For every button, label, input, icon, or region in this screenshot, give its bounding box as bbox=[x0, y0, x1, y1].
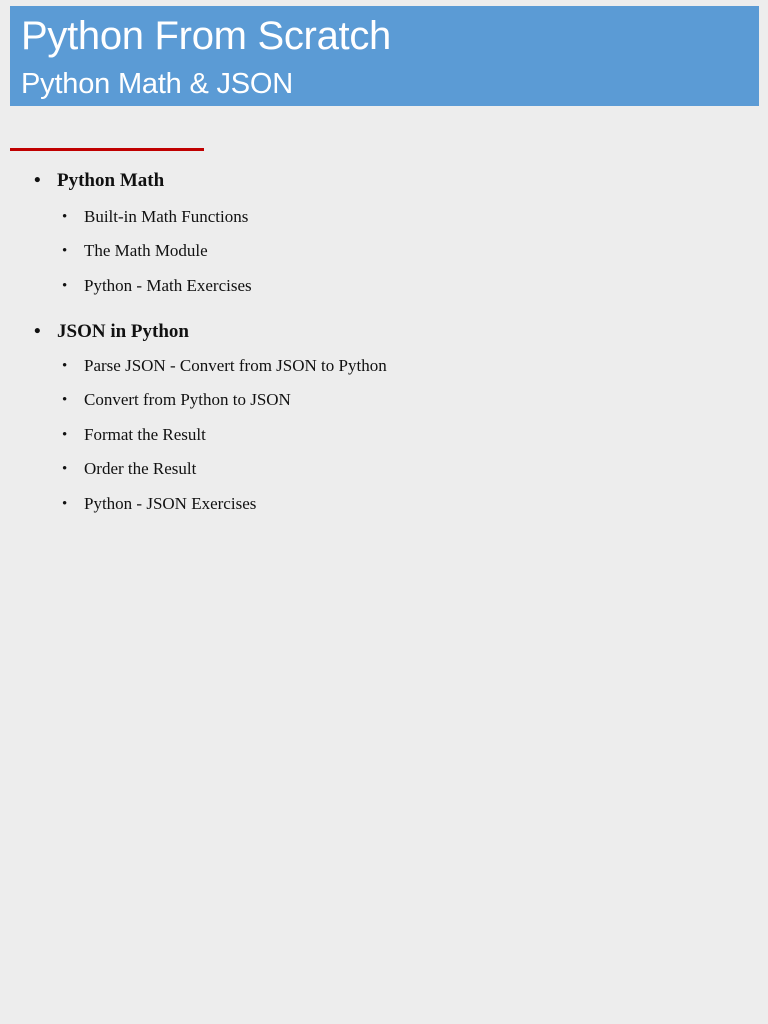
bullet-icon: • bbox=[62, 278, 68, 294]
list-item-label: Order the Result bbox=[84, 459, 197, 478]
bullet-icon: • bbox=[62, 209, 68, 225]
list-item-label: Parse JSON - Convert from JSON to Python bbox=[84, 356, 387, 375]
list-item-label: The Math Module bbox=[84, 241, 208, 260]
bullet-icon: • bbox=[62, 243, 68, 259]
bullet-icon: • bbox=[62, 427, 68, 443]
title-banner bbox=[10, 6, 759, 106]
page-subtitle: Python Math & JSON bbox=[21, 68, 294, 100]
bullet-icon: • bbox=[62, 392, 68, 408]
section-label: Python Math bbox=[57, 170, 165, 191]
bullet-icon: • bbox=[34, 321, 41, 342]
list-item-label: Python - JSON Exercises bbox=[84, 494, 257, 513]
list-item-label: Convert from Python to JSON bbox=[84, 390, 291, 409]
list-item-label: Format the Result bbox=[84, 425, 206, 444]
list-item-label: Python - Math Exercises bbox=[84, 276, 252, 295]
section-label: JSON in Python bbox=[57, 321, 189, 342]
bullet-icon: • bbox=[62, 461, 68, 477]
accent-rule bbox=[10, 148, 204, 151]
bullet-icon: • bbox=[62, 496, 68, 512]
bullet-icon: • bbox=[34, 170, 41, 191]
page-title: Python From Scratch bbox=[21, 14, 391, 58]
bullet-icon: • bbox=[62, 358, 68, 374]
list-item-label: Built-in Math Functions bbox=[84, 207, 249, 226]
